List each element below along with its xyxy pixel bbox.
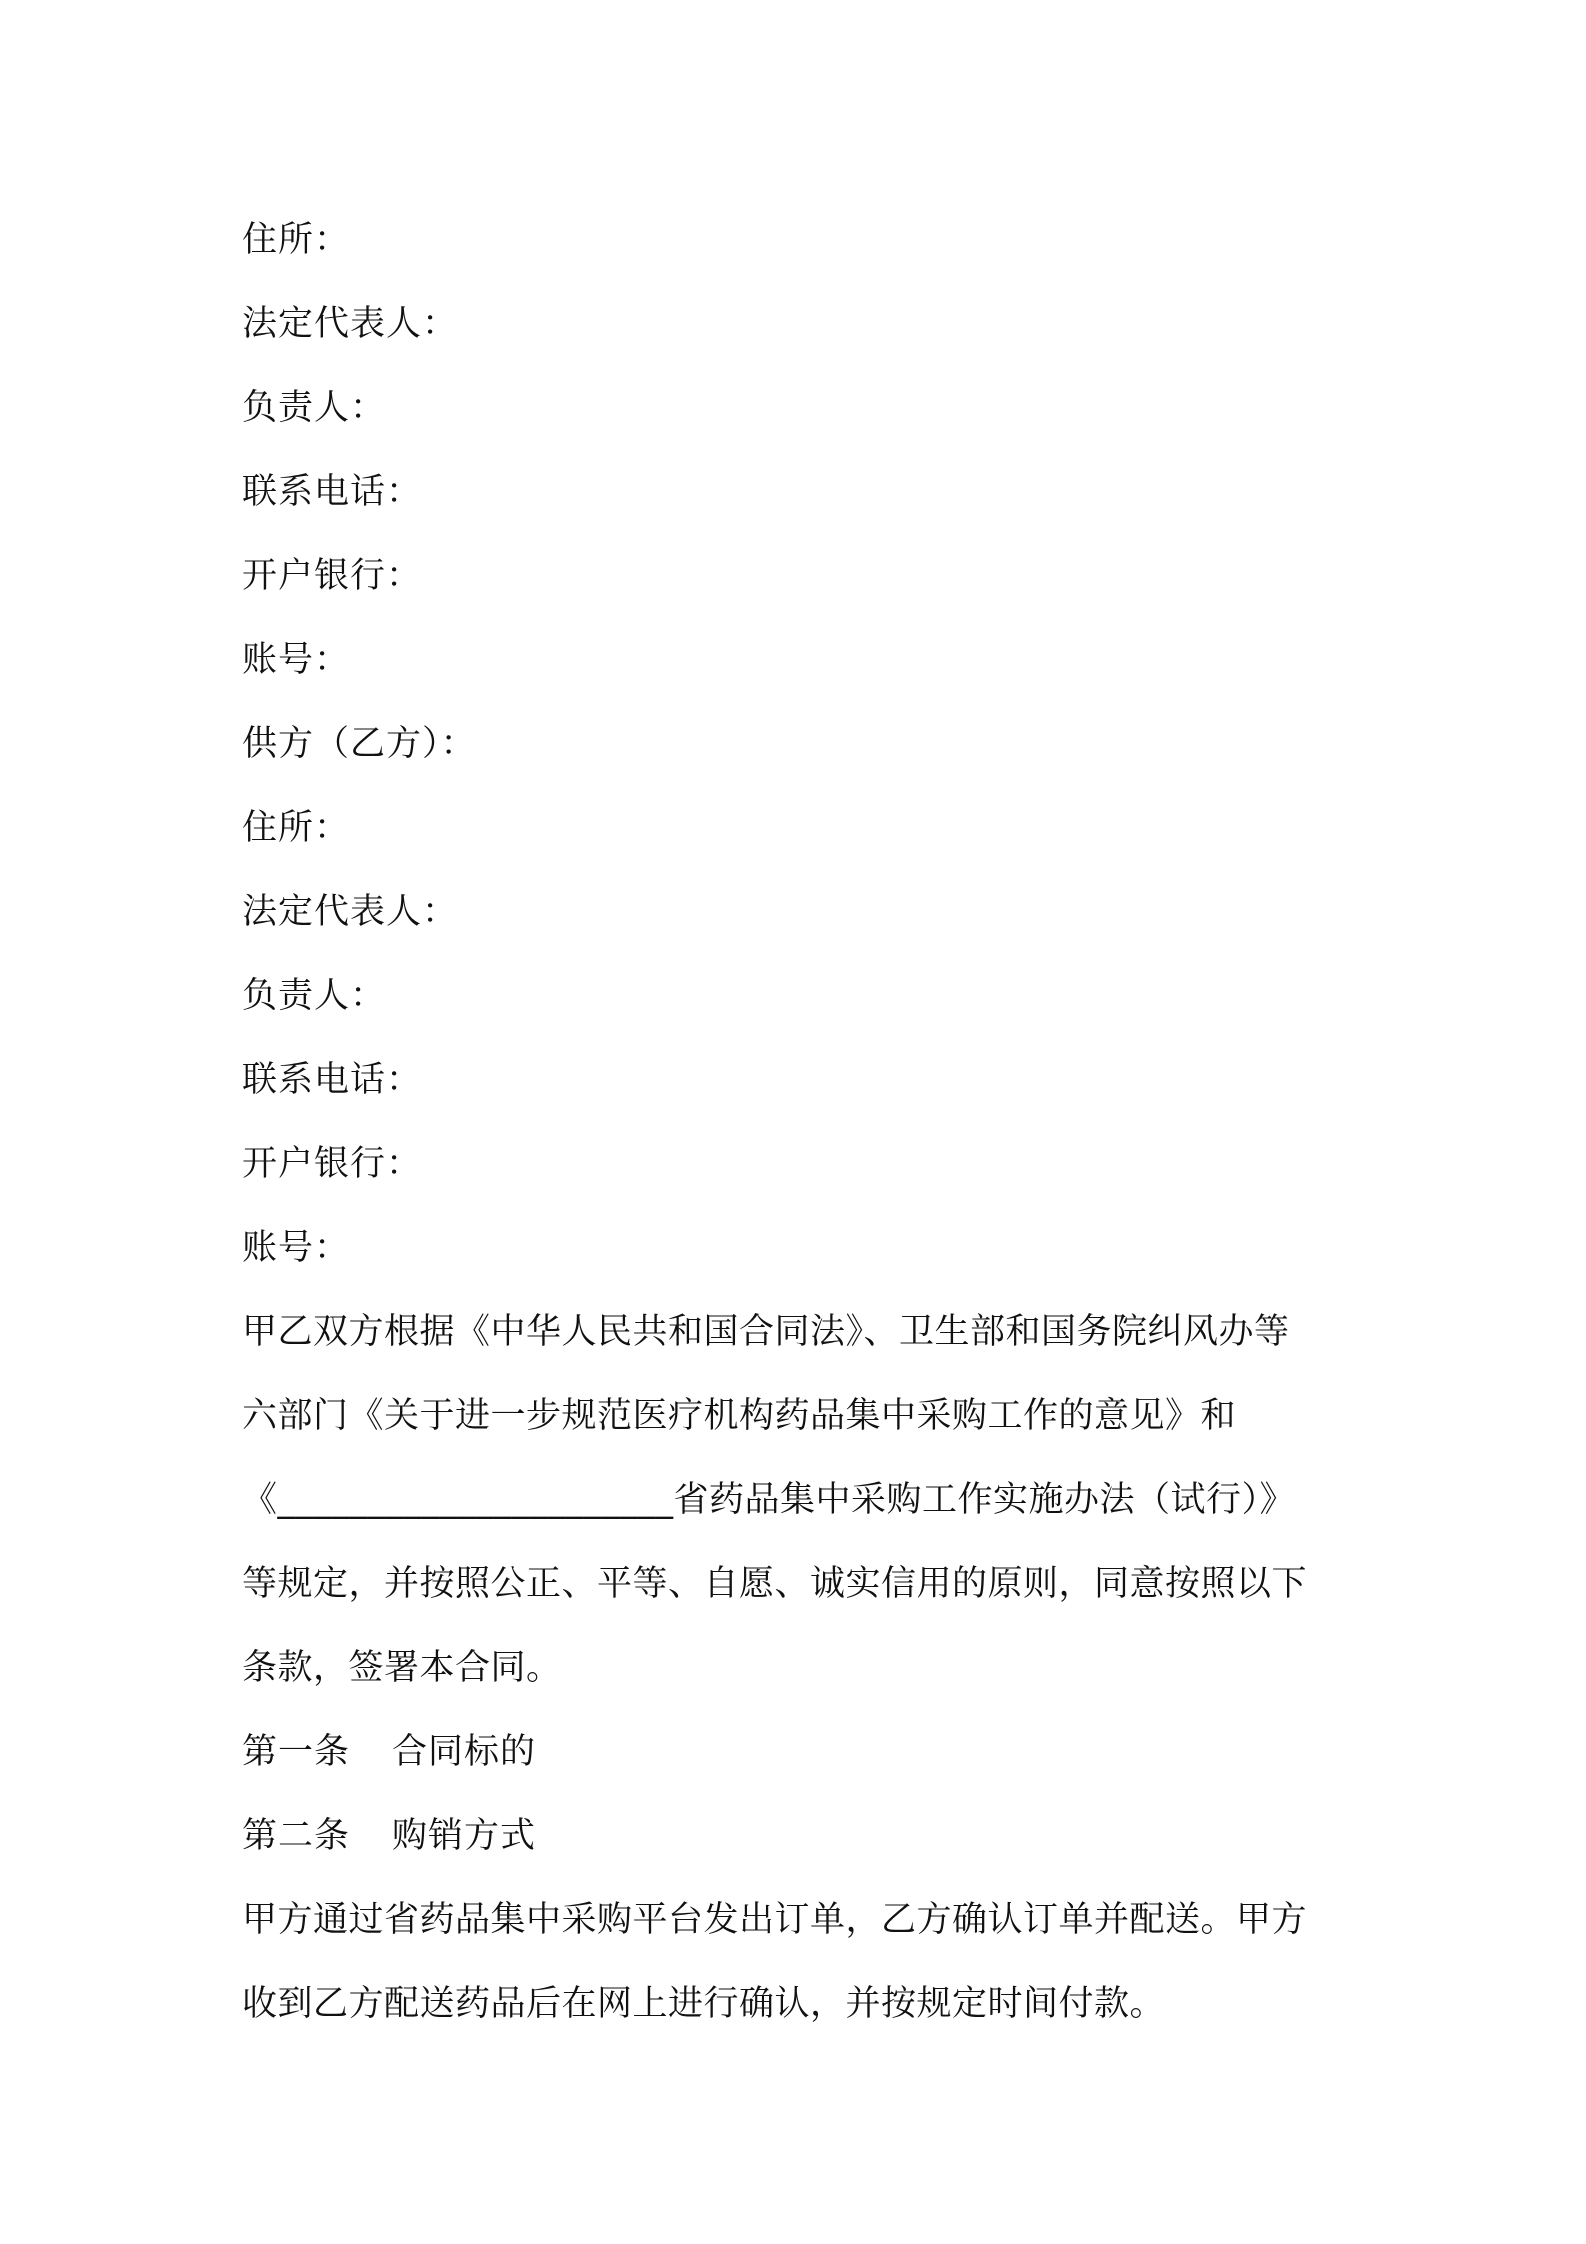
party-b-phone-label: 联系电话： bbox=[242, 1060, 423, 1100]
preamble-line: 甲乙双方根据《中华人民共和国合同法》、卫生部和国务院纠风办等 bbox=[242, 1312, 1290, 1352]
party-a-account-label: 账号： bbox=[242, 640, 351, 680]
party-a-info bbox=[242, 198, 1362, 702]
article-number: 第一条 bbox=[242, 1732, 351, 1772]
party-b-title: 供方（乙方）： bbox=[242, 724, 477, 764]
article-number: 第二条 bbox=[242, 1816, 351, 1856]
preamble-paragraph bbox=[242, 1290, 1362, 1710]
party-a-legal-rep-label: 法定代表人： bbox=[242, 304, 459, 344]
preamble-line: 六部门《关于进一步规范医疗机构药品集中采购工作的意见》和 bbox=[242, 1396, 1237, 1436]
article-2-heading bbox=[242, 1794, 1362, 1878]
article-title: 购销方式 bbox=[392, 1816, 537, 1856]
party-b-legal-rep-label: 法定代表人： bbox=[242, 892, 459, 932]
preamble-line: 等规定，并按照公正、平等、自愿、诚实信用的原则，同意按照以下 bbox=[242, 1564, 1308, 1604]
article-title: 合同标的 bbox=[392, 1732, 537, 1772]
contract-body bbox=[242, 198, 1362, 2046]
party-b-info bbox=[242, 702, 1362, 1290]
article-2-line: 甲方通过省药品集中采购平台发出订单，乙方确认订单并配送。甲方 bbox=[242, 1900, 1308, 1940]
article-1-heading bbox=[242, 1710, 1362, 1794]
party-a-phone-label: 联系电话： bbox=[242, 472, 423, 512]
party-b-bank-label: 开户银行： bbox=[242, 1144, 423, 1184]
article-2-line: 收到乙方配送药品后在网上进行确认，并按规定时间付款。 bbox=[242, 1984, 1166, 2024]
party-b-address-label: 住所： bbox=[242, 808, 351, 848]
party-a-bank-label: 开户银行： bbox=[242, 556, 423, 596]
preamble-line: 《______________________省药品集中采购工作实施办法（试行）》 bbox=[242, 1480, 1296, 1520]
article-2-paragraph bbox=[242, 1878, 1362, 2046]
party-b-account-label: 账号： bbox=[242, 1228, 351, 1268]
party-b-person-in-charge-label: 负责人： bbox=[242, 976, 387, 1016]
preamble-line: 条款，签署本合同。 bbox=[242, 1648, 562, 1688]
party-a-person-in-charge-label: 负责人： bbox=[242, 388, 387, 428]
party-a-address-label: 住所： bbox=[242, 220, 351, 260]
